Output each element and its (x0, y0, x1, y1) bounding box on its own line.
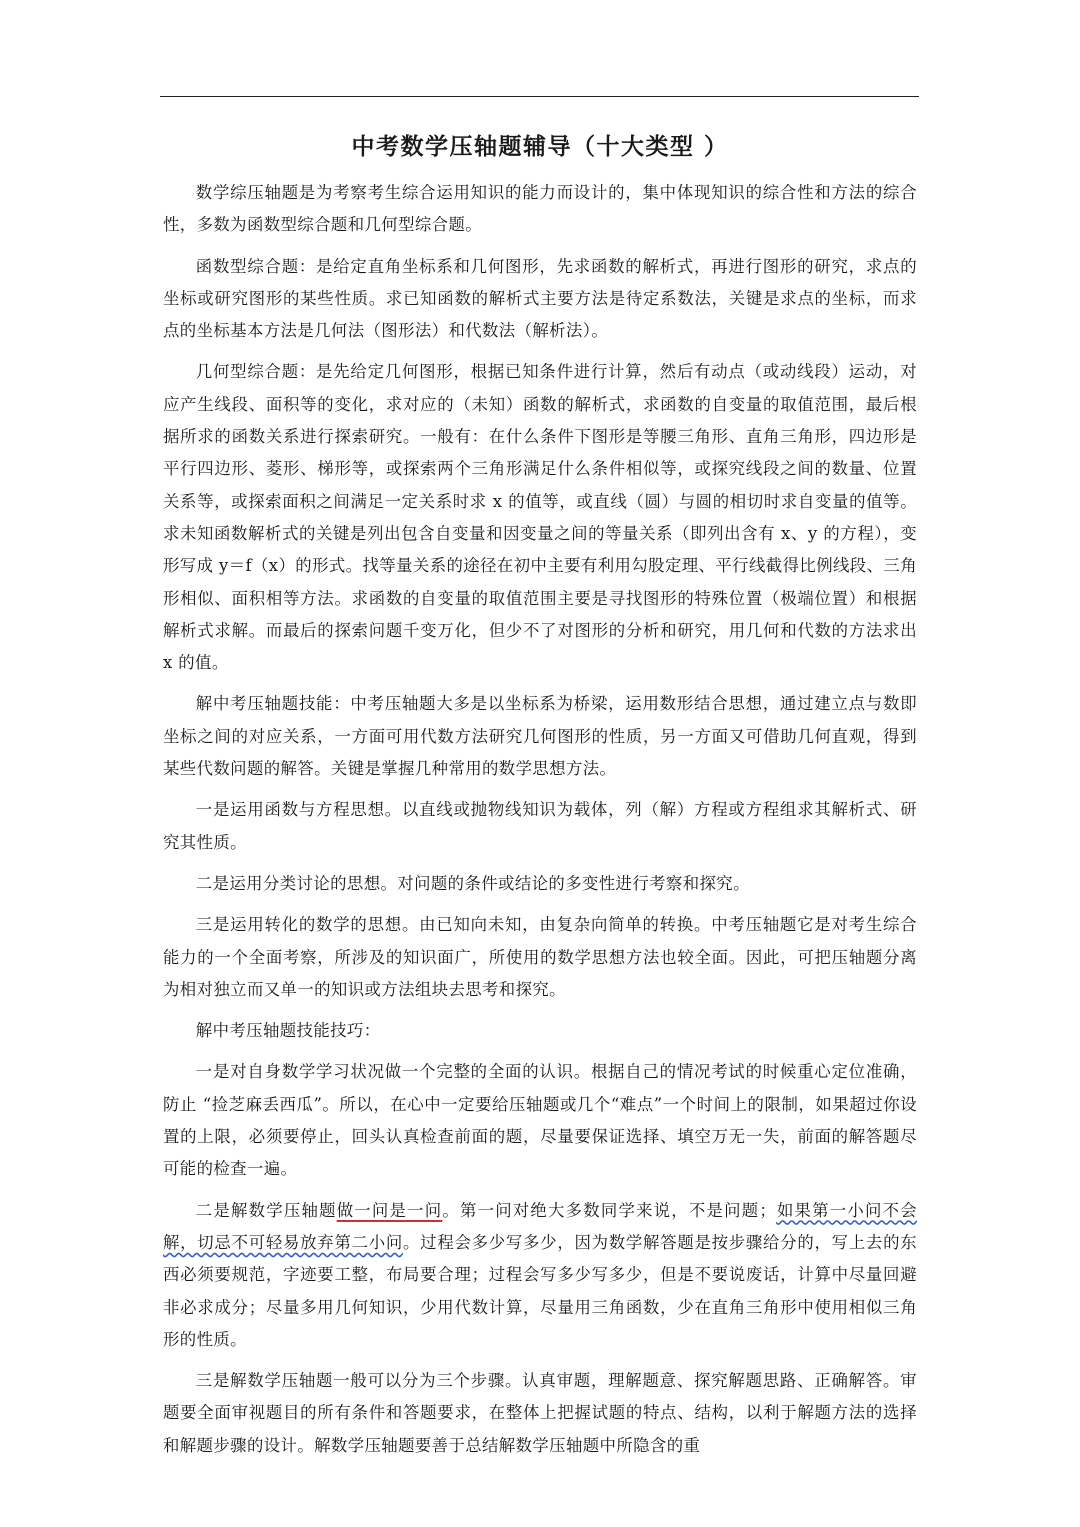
paragraph-techniques-heading: 解中考压轴题技能技巧： (195, 1021, 381, 1041)
paragraph-step-text-3: 。过程会多少写多少，因为数学解答题是按步骤给分的，写上去的东西必须要规范，字迹要工整，布局要合理；过程会写多少写多少，但是不要说废话，计算中尽量回避非必求成分；尽量多用几何知识，少用代数计算，尽量用三角函数，少在直角三角形中使用相似三角形的性质。 (163, 1232, 918, 1349)
page-title: 中考数学压轴题辅导（十大类型 ） (351, 134, 729, 160)
paragraph-intro: 数学综压轴题是为考察考生综合运用知识的能力而设计的，集中体现知识的综合性和方法的综合性，多数为函数型综合题和几何型综合题。 (163, 183, 917, 235)
paragraph-self-assessment: 一是对自身数学学习状况做一个完整的全面的认识。根据自己的情况考试的时候重心定位准确，防止 “捡芝麻丢西瓜”。所以，在心中一定要给压轴题或几个“难点”一个时间上的限制，如果超过你设置的上限，必须要停止，回头认真检查前面的题，尽量要保证选择、填空万无一失，前面的解答题尽可能的检查一遍。 (163, 1062, 917, 1179)
paragraph-transformation: 三是运用转化的数学的思想。由已知向未知，由复杂向简单的转换。中考压轴题它是对考生综合能力的一个全面考察，所涉及的知识面广，所使用的数学思想方法也较全面。因此，可把压轴题分离为相对独立而又单一的知识或方法组块去思考和探究。 (163, 915, 917, 999)
paragraph-three-steps: 三是解数学压轴题一般可以分为三个步骤。认真审题，理解题意、探究解题思路、正确解答。审题要全面审视题目的所有条件和答题要求，在整体上把握试题的特点、结构，以利于解题方法的选择和解题步骤的设计。解数学压轴题要善于总结解数学压轴题中所隐含的重 (163, 1371, 917, 1455)
underlined-phrase-blue: 如果第一小问不会解，切忌不可轻易放弃第二小问 (163, 1200, 918, 1252)
paragraph-step-text-1: 二是解数学压轴题 (195, 1200, 337, 1220)
paragraph-function-type: 函数型综合题：是给定直角坐标系和几何图形，先求函数的解析式，再进行图形的研究，求点的坐标或研究图形的某些性质。求已知函数的解析式主要方法是待定系数法，关键是求点的坐标，而求点的坐标基本方法是几何法（图形法）和代数法（解析法）。 (163, 256, 917, 341)
paragraph-function-equation: 一是运用函数与方程思想。以直线或抛物线知识为载体，列（解）方程或方程组求其解析式、研究其性质。 (163, 800, 917, 852)
paragraph-solving-skills: 解中考压轴题技能：中考压轴题大多是以坐标系为桥梁，运用数形结合思想，通过建立点与数即坐标之间的对应关系，一方面可用代数方法研究几何图形的性质，另一方面又可借助几何直观，得到某些代数问题的解答。关键是掌握几种常用的数学思想方法。 (163, 694, 917, 779)
header-rule (160, 96, 919, 97)
paragraph-step-by-step (163, 1195, 917, 1356)
document-body (163, 127, 917, 1471)
paragraph-step-text-2: 。第一问对绝大多数同学来说，不是问题； (442, 1200, 777, 1220)
paragraph-classification: 二是运用分类讨论的思想。对问题的条件或结论的多变性进行考察和探究。 (195, 873, 750, 893)
paragraph-geometry-type: 几何型综合题：是先给定几何图形，根据已知条件进行计算，然后有动点（或动线段）运动，对应产生线段、面积等的变化，求对应的（未知）函数的解析式，求函数的自变量的取值范围，最后根据所求的函数关系进行探索研究。一般有：在什么条件下图形是等腰三角形、直角三角形，四边形是平行四边形、菱形、梯形等，或探索两个三角形满足什么条件相似等，或探究线段之间的数量、位置关系等，或探索面积之间满足一定关系时求 x 的值等，或直线（圆）与圆的相切时求自变量的值等。求未知函数解析式的关键是列出包含自变量和因变量之间的等量关系（即列出含有 x、y 的方程），变形写成 y＝f（x）的形式。找等量关系的途径在初中主要有利用勾股定理、平行线截得比例线段、三角形相似、面积相等方法。求函数的自变量的取值范围主要是寻找图形的特殊位置（极端位置）和根据解析式求解。而最后的探索问题千变万化，但少不了对图形的分析和研究，用几何和代数的方法求出 x 的值。 (163, 362, 917, 673)
underlined-phrase-red: 做一问是一问 (336, 1200, 443, 1220)
